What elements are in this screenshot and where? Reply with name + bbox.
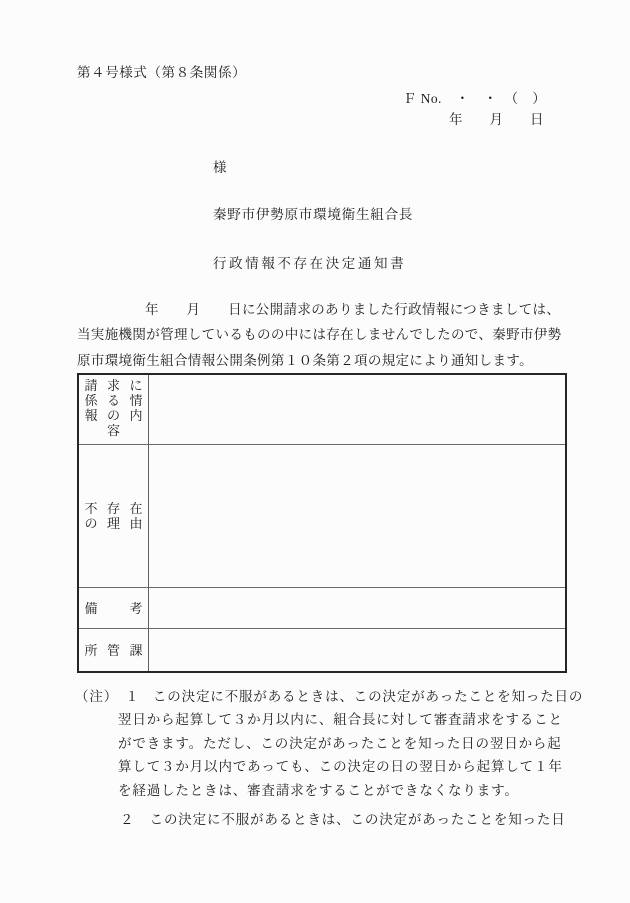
notes-section <box>75 685 583 831</box>
document-title: 行政情報不存在決定通知書 <box>213 256 407 271</box>
label-line: 備考 <box>84 600 143 616</box>
note-1-line-1 <box>75 685 583 708</box>
table-value-remarks <box>149 588 565 629</box>
note-1-line-3: ができます。ただし、この決定があったことを知った日の翌日から起 <box>118 735 562 751</box>
document-number-line: Ｆ No. ・ ・ （ ） <box>403 91 547 106</box>
body-line-2: 当実施機関が管理しているものの中には存在しませんでしたので、秦野市伊勢 <box>77 327 562 343</box>
note-2-text: この決定に不服があるときは、この決定があったことを知った日 <box>149 812 566 828</box>
label-line: 報の内 <box>84 408 143 423</box>
table-value-reason-of-nonexistence <box>149 445 565 588</box>
note-1-line-2: 翌日から起算して３か月以内に、組合長に対して審査請求をすること <box>118 712 563 728</box>
table-label-request-content <box>79 375 149 445</box>
table-value-request-content <box>149 375 565 445</box>
note-1-line-5: を経過したときは、審査請求をすることができなくなります。 <box>118 782 519 798</box>
addressee-honorific: 様 <box>213 160 227 175</box>
label-line: 係る情 <box>84 393 143 408</box>
table-value-responsible-division <box>149 629 565 671</box>
note-1-number: １ <box>125 689 140 704</box>
body-line-1: 年 月 日に公開請求のありました行政情報につきましては、 <box>145 302 561 317</box>
note-marker: （注） <box>75 689 119 704</box>
label-line: 容 <box>106 423 120 438</box>
table-label-reason-of-nonexistence <box>79 445 149 588</box>
form-number: 第４号様式（第８条関係） <box>77 65 247 80</box>
sender-name: 秦野市伊勢原市環境衛生組合長 <box>213 207 414 222</box>
details-table <box>77 373 567 673</box>
label-line: の理由 <box>84 516 143 531</box>
note-2-number: ２ <box>120 812 135 828</box>
note-2-line-1 <box>75 808 583 831</box>
note-1-line-4: 算して３か月以内であっても、この決定の日の翌日から起算して１年 <box>118 759 563 775</box>
body-line-3: 原市環境衛生組合情報公開条例第１０条第２項の規定により通知します。 <box>77 352 533 368</box>
table-label-responsible-division <box>79 629 149 671</box>
date-line: 年 月 日 <box>449 112 544 127</box>
label-line: 不存在 <box>84 501 143 516</box>
label-line: 所管課 <box>84 642 143 658</box>
table-label-remarks <box>79 588 149 629</box>
note-1-text: この決定に不服があるときは、この決定があったことを知った日の <box>152 689 584 704</box>
label-line: 請求に <box>84 378 143 393</box>
body-paragraph <box>77 297 571 373</box>
